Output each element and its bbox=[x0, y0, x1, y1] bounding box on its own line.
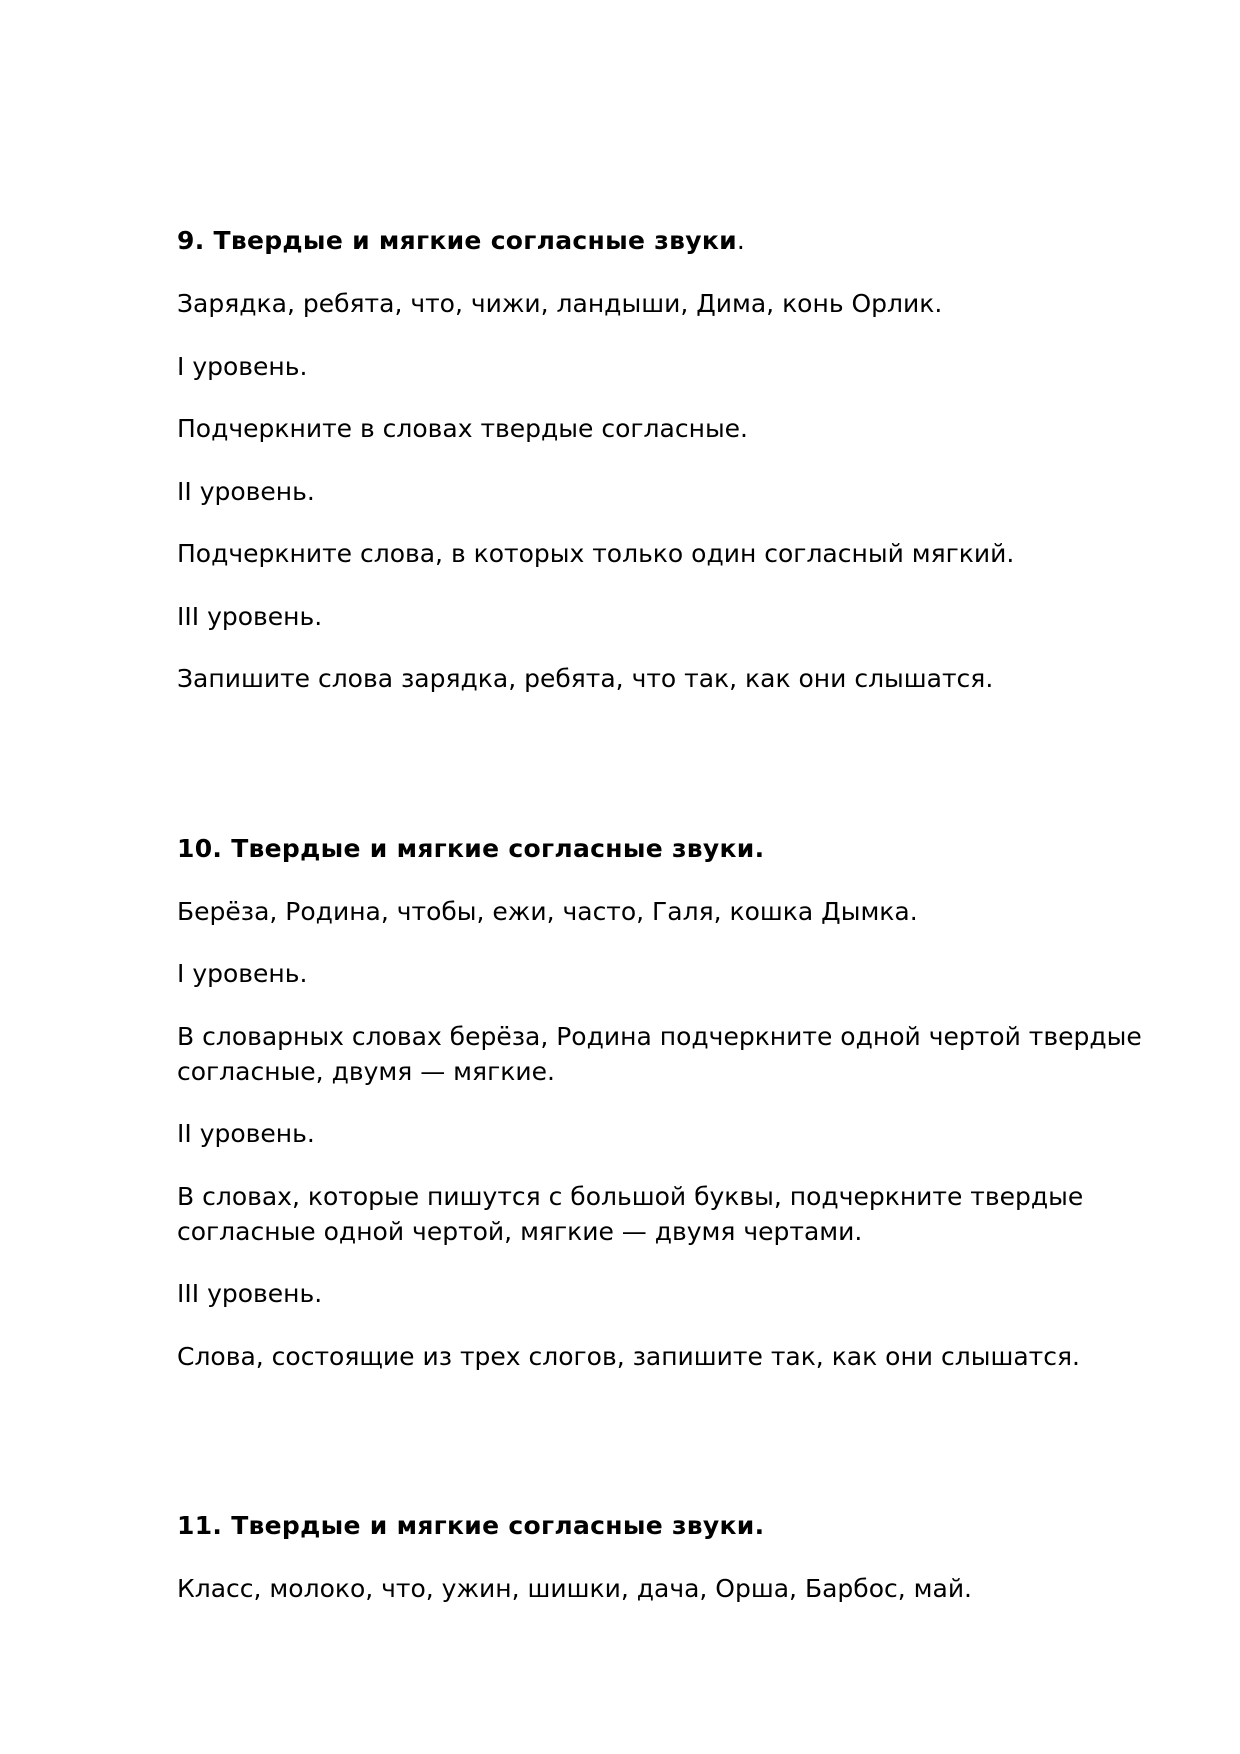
exercise-10-level1-label: I уровень. bbox=[177, 959, 308, 988]
exercise-10-title: 10. Твердые и мягкие согласные звуки. bbox=[177, 834, 765, 863]
exercise-10-level3-task: Слова, состоящие из трех слогов, запишите так, как они слышатся. bbox=[177, 1342, 1080, 1371]
exercise-9-title-period: . bbox=[736, 226, 746, 255]
exercise-10-level1-task-line2: согласные, двумя — мягкие. bbox=[177, 1057, 555, 1086]
document-page bbox=[177, 0, 1142, 1754]
exercise-9-level2-label: II уровень. bbox=[177, 477, 315, 506]
exercise-10-level2-task-line1: В словах, которые пишутся с большой буквы, подчеркните твердые bbox=[177, 1182, 1084, 1211]
exercise-9-title-text: 9. Твердые и мягкие согласные звуки bbox=[177, 226, 737, 255]
exercise-9-words: Зарядка, ребята, что, чижи, ландыши, Дима, конь Орлик. bbox=[177, 289, 943, 318]
exercise-10-level2-label: II уровень. bbox=[177, 1119, 315, 1148]
exercise-11-words: Класс, молоко, что, ужин, шишки, дача, Орша, Барбос, май. bbox=[177, 1574, 973, 1603]
exercise-9-title bbox=[177, 224, 745, 258]
exercise-9-level1-task: Подчеркните в словах твердые согласные. bbox=[177, 414, 749, 443]
exercise-10-level3-label: III уровень. bbox=[177, 1279, 323, 1308]
exercise-9-level2-task: Подчеркните слова, в которых только один согласный мягкий. bbox=[177, 539, 1015, 568]
exercise-9-level3-task: Запишите слова зарядка, ребята, что так, как они слышатся. bbox=[177, 664, 994, 693]
exercise-9-level1-label: I уровень. bbox=[177, 352, 308, 381]
exercise-11-title: 11. Твердые и мягкие согласные звуки. bbox=[177, 1511, 765, 1540]
exercise-10-level1-task-line1: В словарных словах берёза, Родина подчеркните одной чертой твердые bbox=[177, 1022, 1142, 1051]
exercise-10-level2-task-line2: согласные одной чертой, мягкие — двумя чертами. bbox=[177, 1217, 863, 1246]
exercise-9-level3-label: III уровень. bbox=[177, 602, 323, 631]
exercise-10-words: Берёза, Родина, чтобы, ежи, часто, Галя, кошка Дымка. bbox=[177, 897, 918, 926]
